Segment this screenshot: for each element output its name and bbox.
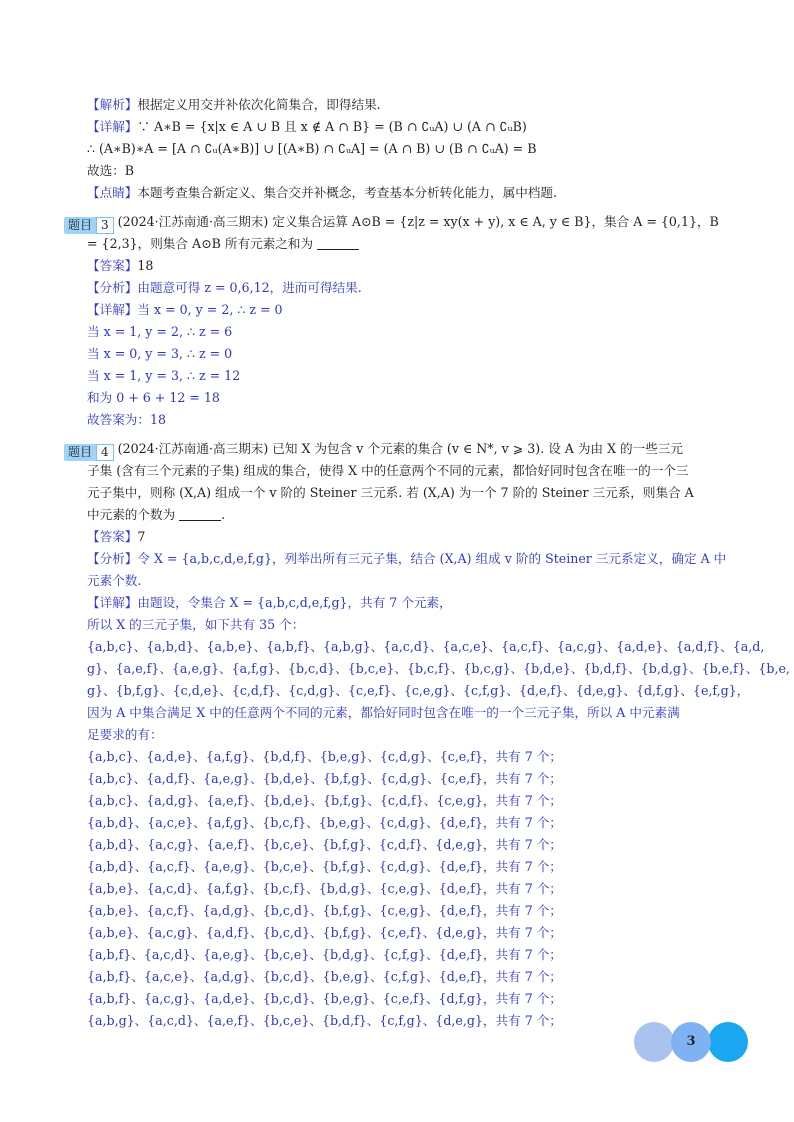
q4-analysis-1 <box>87 550 726 568</box>
steiner-system-12: {a,b,f}、{a,c,g}、{a,d,e}、{b,c,d}、{b,e,g}、{c,e,f}、{d,f,g}，共有 7 个； <box>87 991 562 1006</box>
badge-number: 4 <box>96 444 114 461</box>
q4-because-1: 因为 A 中集合满足 X 中的任意两个不同的元素，都恰好同时包含在唯一的一个三元子集，所以 A 中元素满 <box>87 705 680 720</box>
steiner-system-1: {a,b,c}、{a,d,e}、{a,f,g}、{b,d,f}、{b,e,g}、{c,d,g}、{c,e,f}，共有 7 个； <box>87 749 562 764</box>
q3-detail-4: 当 x = 1, y = 3, ∴ z = 12 <box>87 368 241 383</box>
q2-analysis <box>87 96 381 114</box>
q3-detail-1 <box>87 301 283 319</box>
q2-comment <box>87 184 557 202</box>
q3-detail-6: 故答案为：18 <box>87 412 166 427</box>
detail-text: 由题设，令集合 X = {a,b,c,d,e,f,g}，共有 7 个元素， <box>137 595 452 610</box>
analysis-tag: 【分析】 <box>87 551 138 566</box>
subset-list-1: {a,b,c}、{a,b,d}、{a,b,e}、{a,b,f}、{a,b,g}、{a,c,d}、{a,c,e}、{a,c,f}、{a,c,g}、{a,d,e}、{a,d,f}、{a,d, <box>87 639 765 654</box>
answer-value: 18 <box>137 258 154 273</box>
q3-detail-5: 和为 0 + 6 + 12 = 18 <box>87 390 220 405</box>
page-number-badge <box>634 1022 748 1062</box>
q3-stem-text-2: = {2,3}，则集合 A⊙B 所有元素之和为 <box>87 236 314 251</box>
detail-tag: 【详解】 <box>87 119 138 134</box>
analysis-text: 根据定义用交并补依次化简集合，即得结果. <box>137 97 381 112</box>
decor-circle-left <box>634 1022 674 1062</box>
steiner-system-3: {a,b,c}、{a,d,g}、{a,e,f}、{b,d,e}、{b,f,g}、{c,d,f}、{c,e,g}，共有 7 个； <box>87 793 562 808</box>
page-number: 3 <box>686 1034 696 1049</box>
badge-label: 题目 <box>64 217 96 234</box>
q4-stem-2: 子集 (含有三个元素的子集) 组成的集合，使得 X 中的任意两个不同的元素，都恰好同时包含在唯一的一个三 <box>87 463 689 478</box>
period: . <box>221 507 226 522</box>
detail-tag: 【详解】 <box>87 302 138 317</box>
analysis-text: 由题意可得 z = 0,6,12，进而可得结果. <box>137 280 362 295</box>
badge-number: 3 <box>96 217 114 234</box>
q3-stem-2 <box>87 235 359 253</box>
q4-because-2: 足要求的有： <box>87 727 163 742</box>
answer-value: 7 <box>137 529 146 544</box>
answer-blank <box>179 508 221 521</box>
q3-stem-1 <box>68 213 719 232</box>
steiner-system-6: {a,b,d}、{a,c,f}、{a,e,g}、{b,c,e}、{b,f,g}、{c,d,g}、{d,e,f}，共有 7 个； <box>87 859 562 874</box>
q2-detail-1 <box>87 118 527 136</box>
steiner-system-11: {a,b,f}、{a,c,e}、{a,d,g}、{b,c,d}、{b,e,g}、{c,f,g}、{d,e,f}，共有 7 个； <box>87 969 562 984</box>
steiner-system-5: {a,b,d}、{a,c,g}、{a,e,f}、{b,c,e}、{b,f,g}、{c,d,f}、{d,e,g}，共有 7 个； <box>87 837 562 852</box>
subset-list-2: g}、{a,e,f}、{a,e,g}、{a,f,g}、{b,c,d}、{b,c,e}、{b,c,f}、{b,c,g}、{b,d,e}、{b,d,f}、{b,d,g}、{b,e,f}、{b,e, <box>87 661 790 676</box>
steiner-system-9: {a,b,e}、{a,c,g}、{a,d,f}、{b,c,d}、{b,f,g}、{c,e,f}、{d,e,g}，共有 7 个； <box>87 925 562 940</box>
answer-tag: 【答案】 <box>87 529 138 544</box>
q4-answer <box>87 528 145 546</box>
comment-tag: 【点睛】 <box>87 185 138 200</box>
q4-stem-text-1: (2024·江苏南通·高三期末) 已知 X 为包含 v 个元素的集合 (v ∈ N*, v ⩾ 3). 设 A 为由 X 的一些三元 <box>117 441 684 456</box>
answer-blank <box>317 237 359 250</box>
q4-analysis-2: 元素个数. <box>87 573 142 588</box>
steiner-system-10: {a,b,f}、{a,c,d}、{a,e,g}、{b,c,e}、{b,d,g}、{c,f,g}、{d,e,f}，共有 7 个； <box>87 947 562 962</box>
q3-detail-3: 当 x = 0, y = 3, ∴ z = 0 <box>87 346 233 361</box>
analysis-tag: 【解析】 <box>87 97 138 112</box>
steiner-system-13: {a,b,g}、{a,c,d}、{a,e,f}、{b,c,e}、{b,d,f}、{c,f,g}、{d,e,g}，共有 7 个； <box>87 1013 562 1028</box>
q4-stem-3: 元子集中，则称 (X,A) 组成一个 v 阶的 Steiner 三元系. 若 (X,A) 为一个 7 阶的 Steiner 三元系，则集合 A <box>87 485 694 500</box>
q3-analysis <box>87 279 362 297</box>
analysis-tag: 【分析】 <box>87 280 138 295</box>
detail-text: 当 x = 0, y = 2, ∴ z = 0 <box>137 302 283 317</box>
q4-detail-1 <box>87 594 452 612</box>
q4-stem-text-4: 中元素的个数为 <box>87 507 176 522</box>
steiner-system-8: {a,b,e}、{a,c,f}、{a,d,g}、{b,c,d}、{b,f,g}、{c,e,g}、{d,e,f}，共有 7 个； <box>87 903 562 918</box>
answer-tag: 【答案】 <box>87 258 138 273</box>
decor-circle-right <box>708 1022 748 1062</box>
q3-stem-text-1: (2024·江苏南通·高三期末) 定义集合运算 A⊙B = {z|z = xy(x + y), x ∈ A, y ∈ B}，集合 A = {0,1}，B <box>117 214 719 229</box>
q3-detail-2: 当 x = 1, y = 2, ∴ z = 6 <box>87 324 233 339</box>
comment-text: 本题考查集合新定义、集合交并补概念，考查基本分析转化能力，属中档题. <box>137 185 557 200</box>
q4-stem-4 <box>87 506 225 524</box>
analysis-text: 令 X = {a,b,c,d,e,f,g}，列举出所有三元子集，结合 (X,A) 组成 v 阶的 Steiner 三元系定义，确定 A 中 <box>137 551 727 566</box>
detail-text: ∵ A∗B = {x|x ∈ A ∪ B 且 x ∉ A ∩ B} = (B ∩ ∁ᵤA) ∪ (A ∩ ∁ᵤB) <box>137 119 527 134</box>
question-badge <box>64 217 114 234</box>
badge-label: 题目 <box>64 444 96 461</box>
steiner-system-2: {a,b,c}、{a,d,f}、{a,e,g}、{b,d,e}、{b,f,g}、{c,d,g}、{c,e,f}，共有 7 个； <box>87 771 562 786</box>
detail-tag: 【详解】 <box>87 595 138 610</box>
subset-list-3: g}、{b,f,g}、{c,d,e}、{c,d,f}、{c,d,g}、{c,e,f}、{c,e,g}、{c,f,g}、{d,e,f}、{d,e,g}、{d,f,g}、{e,f,g}， <box>87 683 750 698</box>
steiner-system-4: {a,b,d}、{a,c,e}、{a,f,g}、{b,c,f}、{b,e,g}、{c,d,g}、{d,e,f}，共有 7 个； <box>87 815 562 830</box>
q3-answer <box>87 257 153 275</box>
q2-detail-2: ∴ (A∗B)∗A = [A ∩ ∁ᵤ(A∗B)] ∪ [(A∗B) ∩ ∁ᵤA] = (A ∩ B) ∪ (B ∩ ∁ᵤA) = B <box>87 141 537 156</box>
steiner-system-7: {a,b,e}、{a,c,d}、{a,f,g}、{b,c,f}、{b,d,g}、{c,e,g}、{d,e,f}，共有 7 个； <box>87 881 562 896</box>
q2-choice: 故选：B <box>87 163 135 178</box>
q4-detail-2: 所以 X 的三元子集，如下共有 35 个： <box>87 617 305 632</box>
q4-stem-1 <box>68 440 684 459</box>
question-badge <box>64 444 114 461</box>
